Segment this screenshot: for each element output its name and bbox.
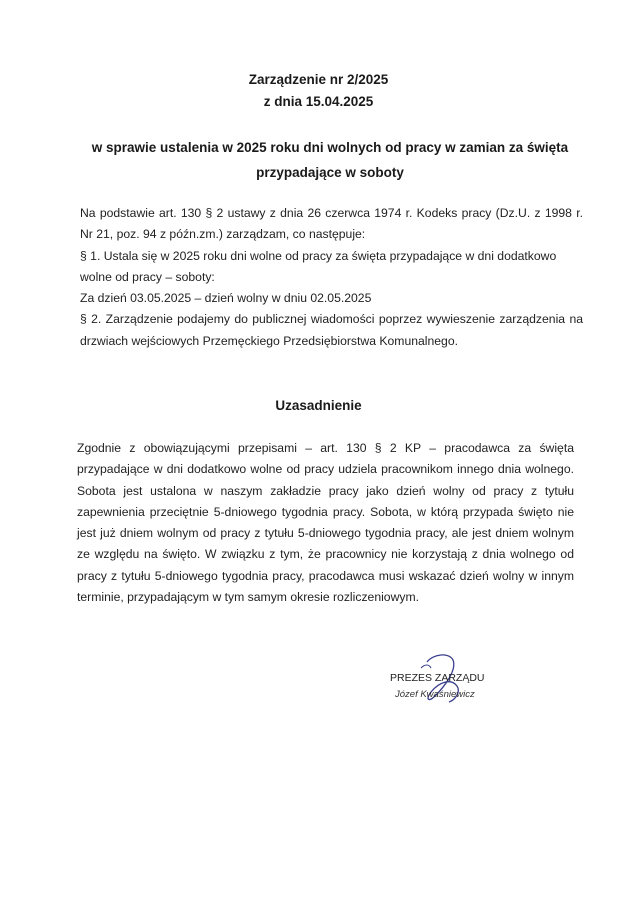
- document-date: z dnia 15.04.2025: [263, 94, 374, 109]
- legal-basis-paragraph: Na podstawie art. 130 § 2 ustawy z dnia 26 czerwca 1974 r. Kodeks pracy (Dz.U. z 1998 r. Nr 21, poz. 94 z późn.zm.) zarządzam, co następuje:: [80, 206, 583, 242]
- document-subject-line1: w sprawie ustalenia w 2025 roku dni wolnych od pracy w zamian za święta: [91, 140, 569, 155]
- justification-text: Zgodnie z obowiązującymi przepisami – art. 130 § 2 KP – pracodawca za święta przypadające w dni dodatkowo wolne od pracy udziela pracownikom innego dnia wolnego. Sobota jest ustalona w naszym zakładzie pracy jako dzień wolny od pracy z tytułu zapewnienia przeciętnie 5-dniowego tygodnia pracy. Sobota, w którą przypada święto nie jest już dniem wolnym od pracy z tytułu 5-dniowego tygodnia pracy, ale jest dniem wolnym ze względu na święto. W związku z tym, że pracownicy nie korzystają z dnia wolnego od pracy z tytułu 5-dniowego tygodnia pracy, pracodawca musi wskazać dzień wolny w innym terminie, przypadającym w tym samym okresie rozliczeniowym.: [77, 441, 574, 605]
- document-title: Zarządzenie nr 2/2025: [248, 72, 389, 87]
- justification-heading: Uzasadnienie: [275, 398, 362, 413]
- signature-name: Józef Kwaśniewicz: [395, 689, 475, 700]
- order-body: [80, 203, 583, 352]
- section-2-paragraph: § 2. Zarządzenie podajemy do publicznej wiadomości poprzez wywieszenie zarządzenia na drzwiach wejściowych Przemęckiego Przedsiębiorstwa Komunalnego.: [80, 312, 583, 348]
- document-subject-line2: przypadające w soboty: [256, 165, 404, 180]
- day-off-entry: Za dzień 03.05.2025 – dzień wolny w dniu 02.05.2025: [80, 291, 372, 306]
- section-1-paragraph: § 1. Ustala się w 2025 roku dni wolne od pracy za święta przypadające w dni dodatkowo wolne od pracy – soboty:: [80, 248, 557, 284]
- signature-block: [390, 672, 510, 700]
- signature-title: PREZES ZARZĄDU: [390, 672, 485, 684]
